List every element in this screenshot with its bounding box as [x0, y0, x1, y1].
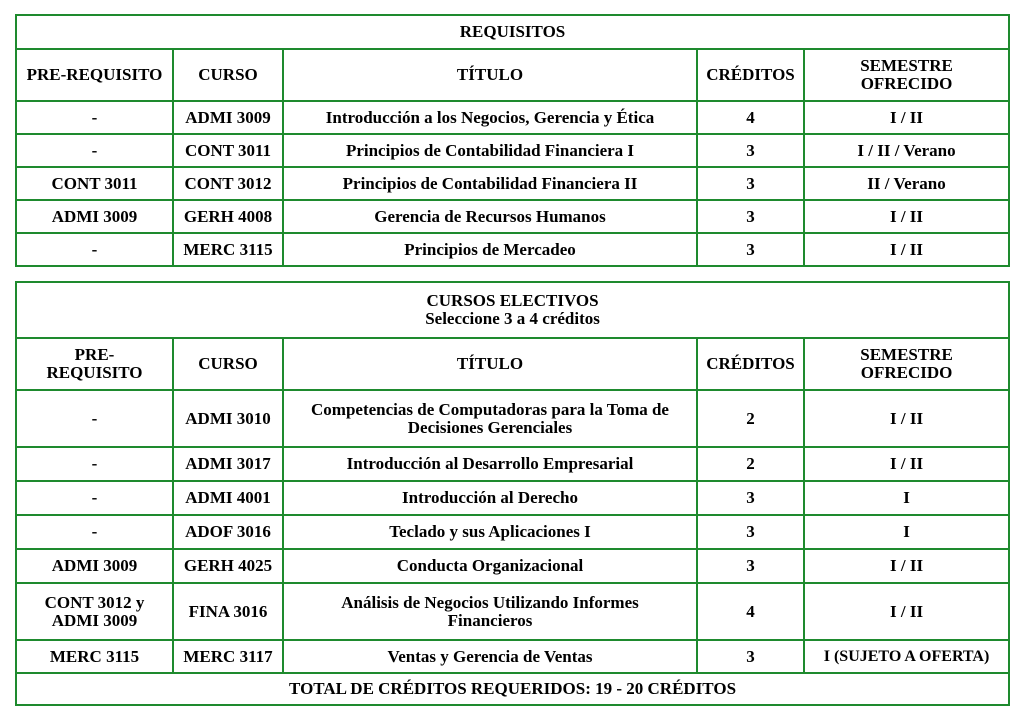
table-row [16, 447, 1009, 481]
table-title [16, 282, 1009, 338]
cell-titulo: Teclado y sus Aplicaciones I [283, 515, 697, 549]
cell-prereq: - [16, 134, 173, 167]
header-semestre-line1: SEMESTRE [860, 345, 953, 364]
header-prereq: PRE-REQUISITO [16, 49, 173, 101]
cell-titulo [283, 390, 697, 447]
cell-prereq: - [16, 101, 173, 134]
cell-semestre: I / II [804, 549, 1009, 583]
cell-creditos: 2 [697, 447, 804, 481]
cell-prereq [16, 583, 173, 640]
cell-curso: CONT 3012 [173, 167, 283, 200]
cell-prereq: - [16, 515, 173, 549]
cell-curso: ADMI 3010 [173, 390, 283, 447]
table-row [16, 134, 1009, 167]
header-curso: CURSO [173, 49, 283, 101]
header-row [16, 49, 1009, 101]
cell-curso: ADMI 3009 [173, 101, 283, 134]
cell-prereq: ADMI 3009 [16, 200, 173, 233]
cell-creditos: 3 [697, 233, 804, 266]
cell-semestre: I / II [804, 447, 1009, 481]
header-prereq-line1: PRE- [74, 345, 115, 364]
cell-prereq: - [16, 481, 173, 515]
header-titulo: TÍTULO [283, 49, 697, 101]
header-prereq-line2: REQUISITO [46, 363, 143, 382]
cell-semestre: I [804, 481, 1009, 515]
cell-semestre: I / II [804, 233, 1009, 266]
cell-titulo-line1: Análisis de Negocios Utilizando Informes [341, 592, 639, 612]
cell-creditos: 3 [697, 167, 804, 200]
cell-creditos: 3 [697, 515, 804, 549]
table-subtitle: Seleccione 3 a 4 créditos [425, 309, 600, 328]
header-creditos: CRÉDITOS [697, 338, 804, 390]
cell-curso: MERC 3117 [173, 640, 283, 673]
cell-semestre: I (SUJETO A OFERTA) [804, 640, 1009, 673]
cell-semestre: II / Verano [804, 167, 1009, 200]
cell-curso: MERC 3115 [173, 233, 283, 266]
table-row [16, 200, 1009, 233]
requisitos-table [15, 14, 1010, 267]
table-row [16, 390, 1009, 447]
header-curso: CURSO [173, 338, 283, 390]
header-semestre [804, 49, 1009, 101]
header-row [16, 338, 1009, 390]
cell-prereq-line1: CONT 3012 y [44, 592, 145, 612]
total-row [16, 673, 1009, 705]
table-row [16, 233, 1009, 266]
table-row [16, 167, 1009, 200]
cell-titulo: Principios de Mercadeo [283, 233, 697, 266]
cell-curso: GERH 4008 [173, 200, 283, 233]
total-credits: TOTAL DE CRÉDITOS REQUERIDOS: 19 - 20 CRÉDITOS [16, 673, 1009, 705]
cell-titulo: Introducción al Derecho [283, 481, 697, 515]
cell-semestre: I / II [804, 390, 1009, 447]
header-prereq [16, 338, 173, 390]
cell-prereq: CONT 3011 [16, 167, 173, 200]
cell-titulo: Principios de Contabilidad Financiera II [283, 167, 697, 200]
table-row [16, 640, 1009, 673]
table-row [16, 481, 1009, 515]
table-row [16, 583, 1009, 640]
cell-semestre: I / II [804, 583, 1009, 640]
cell-creditos: 4 [697, 101, 804, 134]
cell-creditos: 3 [697, 549, 804, 583]
cell-curso: ADMI 4001 [173, 481, 283, 515]
cell-creditos: 3 [697, 481, 804, 515]
table-title-row [16, 15, 1009, 49]
header-creditos: CRÉDITOS [697, 49, 804, 101]
cell-creditos: 4 [697, 583, 804, 640]
header-semestre-line1: SEMESTRE [860, 56, 953, 75]
cell-titulo: Conducta Organizacional [283, 549, 697, 583]
cell-prereq: - [16, 447, 173, 481]
table-row [16, 101, 1009, 134]
cell-titulo-line1: Competencias de Computadoras para la Toma de [311, 399, 669, 419]
cell-curso: ADOF 3016 [173, 515, 283, 549]
cell-titulo: Introducción al Desarrollo Empresarial [283, 447, 697, 481]
cell-semestre: I [804, 515, 1009, 549]
cell-creditos: 3 [697, 134, 804, 167]
cell-creditos: 3 [697, 200, 804, 233]
cell-titulo: Introducción a los Negocios, Gerencia y Ética [283, 101, 697, 134]
cell-creditos: 2 [697, 390, 804, 447]
cell-semestre: I / II / Verano [804, 134, 1009, 167]
cell-prereq: - [16, 233, 173, 266]
cell-titulo: Principios de Contabilidad Financiera I [283, 134, 697, 167]
cell-titulo: Ventas y Gerencia de Ventas [283, 640, 697, 673]
cell-curso: CONT 3011 [173, 134, 283, 167]
cell-creditos: 3 [697, 640, 804, 673]
header-semestre [804, 338, 1009, 390]
table-title-text: CURSOS ELECTIVOS [426, 291, 599, 310]
cell-prereq-line2: ADMI 3009 [51, 610, 138, 630]
cell-prereq: MERC 3115 [16, 640, 173, 673]
cell-semestre: I / II [804, 101, 1009, 134]
cell-curso: ADMI 3017 [173, 447, 283, 481]
header-semestre-line2: OFRECIDO [860, 363, 953, 382]
cell-prereq: - [16, 390, 173, 447]
cell-curso: GERH 4025 [173, 549, 283, 583]
electivos-table [15, 281, 1010, 706]
header-titulo: TÍTULO [283, 338, 697, 390]
table-row [16, 549, 1009, 583]
table-title-row [16, 282, 1009, 338]
cell-titulo [283, 583, 697, 640]
cell-titulo: Gerencia de Recursos Humanos [283, 200, 697, 233]
cell-curso: FINA 3016 [173, 583, 283, 640]
cell-semestre: I / II [804, 200, 1009, 233]
table-title: REQUISITOS [16, 15, 1009, 49]
cell-titulo-line2: Decisiones Gerenciales [407, 417, 573, 437]
cell-titulo-line2: Financieros [447, 610, 533, 630]
cell-prereq: ADMI 3009 [16, 549, 173, 583]
header-semestre-line2: OFRECIDO [860, 74, 953, 93]
table-row [16, 515, 1009, 549]
